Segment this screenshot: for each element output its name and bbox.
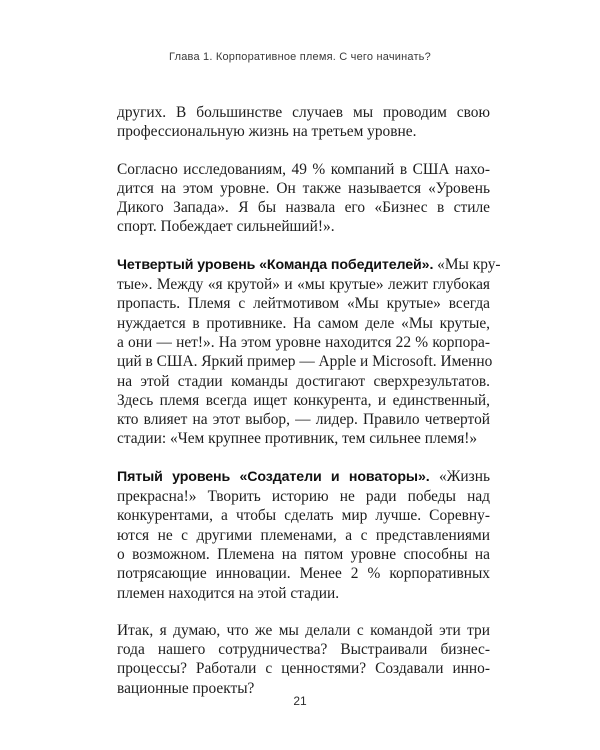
paragraph-conclusion bbox=[117, 621, 490, 698]
text-line: вационные проекты? bbox=[117, 679, 255, 697]
text-line: о возможном. Племена на пятом уровне способны на bbox=[117, 545, 490, 563]
text-line: процессы? Работали с ценностями? Создавали инно- bbox=[117, 660, 490, 678]
paragraph-statistics bbox=[117, 160, 490, 237]
text-line: Здесь племя всегда ищет конкурента, и единственный, bbox=[117, 391, 490, 409]
text-line: спорт. Побеждает сильнейший!». bbox=[117, 218, 335, 236]
text-line: других. В большинстве случаев мы проводим свою bbox=[117, 104, 490, 121]
body-text bbox=[117, 103, 501, 716]
text-line: на этой стадии команды достигают сверхрезультатов. bbox=[117, 372, 490, 390]
text-fragment: «Жизнь bbox=[438, 467, 490, 485]
text-line: Согласно исследованиям, 49 % компаний в США нахо- bbox=[117, 160, 490, 178]
text-line-with-heading bbox=[117, 467, 490, 487]
text-line: стадии: «Чем крупнее противник, тем сильнее племя!» bbox=[117, 430, 478, 448]
text-line: профессиональную жизнь на третьем уровне. bbox=[117, 123, 417, 141]
text-line: Итак, я думаю, что же мы делали с командой эти три bbox=[117, 621, 490, 639]
text-line: кто влияет на этот выбор, — лидер. Правило четвертой bbox=[117, 411, 490, 429]
running-header: Глава 1. Корпоративное племя. С чего начинать? bbox=[169, 51, 431, 63]
text-line: года нашего сотрудничества? Выстраивали бизнес- bbox=[117, 641, 490, 659]
paragraph-fifth-level bbox=[117, 467, 490, 603]
text-line-with-heading bbox=[117, 255, 501, 275]
text-line: пропасть. Племя с лейтмотивом «Мы крутые» всегда bbox=[117, 295, 490, 313]
paragraph-fourth-level bbox=[117, 255, 501, 449]
text-line: нуждается в противнике. На самом деле «Мы крутые, bbox=[117, 314, 490, 332]
fourth-level-heading: Четвертый уровень «Команда победителей». bbox=[117, 256, 434, 273]
text-line: Дикого Запада». Я бы назвала его «Бизнес в стиле bbox=[117, 199, 490, 217]
page-number: 21 bbox=[293, 694, 307, 708]
text-line: тые». Между «я крутой» и «мы крутые» лежит глубокая bbox=[117, 276, 490, 294]
text-line: дится на этом уровне. Он также называется «Уровень bbox=[117, 179, 490, 197]
text-line: потрясающие инновации. Менее 2 % корпоративных bbox=[117, 565, 490, 583]
text-line: племен находится на этой стадии. bbox=[117, 584, 340, 602]
text-fragment: «Мы кру- bbox=[437, 255, 501, 273]
text-line: ются не с другими племенами, а с представлениями bbox=[117, 526, 490, 544]
text-line: прекрасна!» Творить историю не ради победы над bbox=[117, 488, 490, 506]
text-line: а они — нет!». На этом уровне находится 22 % корпора- bbox=[117, 333, 490, 351]
paragraph-third-level-end bbox=[117, 103, 490, 142]
text-line: конкурентами, а чтобы сделать мир лучше. Соревну- bbox=[117, 507, 490, 525]
text-line: ций в США. Яркий пример — Apple и Microsoft. Именно bbox=[117, 353, 493, 371]
fifth-level-heading: Пятый уровень «Создатели и новаторы». bbox=[117, 468, 430, 485]
